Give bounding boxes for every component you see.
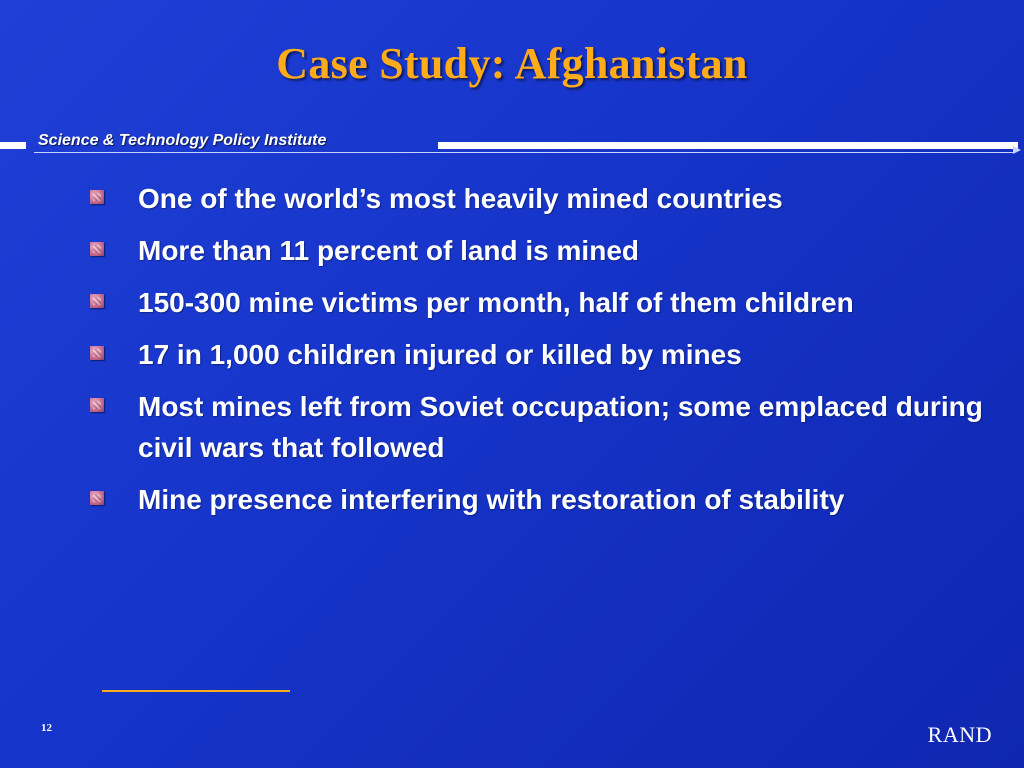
- bullet-list: [88, 178, 988, 531]
- bullet-text: 150-300 mine victims per month, half of them children: [138, 287, 854, 318]
- page-number: 12: [41, 722, 52, 734]
- bullet-item: [88, 334, 988, 375]
- bullet-item: [88, 479, 988, 520]
- bullet-text: Most mines left from Soviet occupation; some emplaced during civil wars that followed: [138, 391, 983, 463]
- square-bullet-icon: [90, 398, 104, 412]
- header-bar-left-segment: [0, 142, 26, 149]
- institute-name: Science & Technology Policy Institute: [38, 132, 327, 149]
- bullet-text: More than 11 percent of land is mined: [138, 235, 639, 266]
- header-bar-thin-line: [34, 152, 1014, 153]
- footer-divider: [102, 690, 290, 692]
- slide-title: Case Study: Afghanistan: [276, 39, 748, 88]
- rand-logo: RAND: [927, 722, 992, 747]
- bullet-text: 17 in 1,000 children injured or killed by mines: [138, 339, 742, 370]
- header-bar: [0, 130, 1024, 160]
- bullet-item: [88, 178, 988, 219]
- square-bullet-icon: [90, 190, 104, 204]
- bullet-item: [88, 386, 988, 468]
- square-bullet-icon: [90, 346, 104, 360]
- square-bullet-icon: [90, 491, 104, 505]
- bullet-text: Mine presence interfering with restoration of stability: [138, 484, 845, 515]
- arrow-right-icon: [1013, 146, 1021, 154]
- header-bar-right-segment: [438, 142, 1018, 149]
- bullet-item: [88, 282, 988, 323]
- square-bullet-icon: [90, 294, 104, 308]
- square-bullet-icon: [90, 242, 104, 256]
- bullet-text: One of the world’s most heavily mined countries: [138, 183, 783, 214]
- bullet-item: [88, 230, 988, 271]
